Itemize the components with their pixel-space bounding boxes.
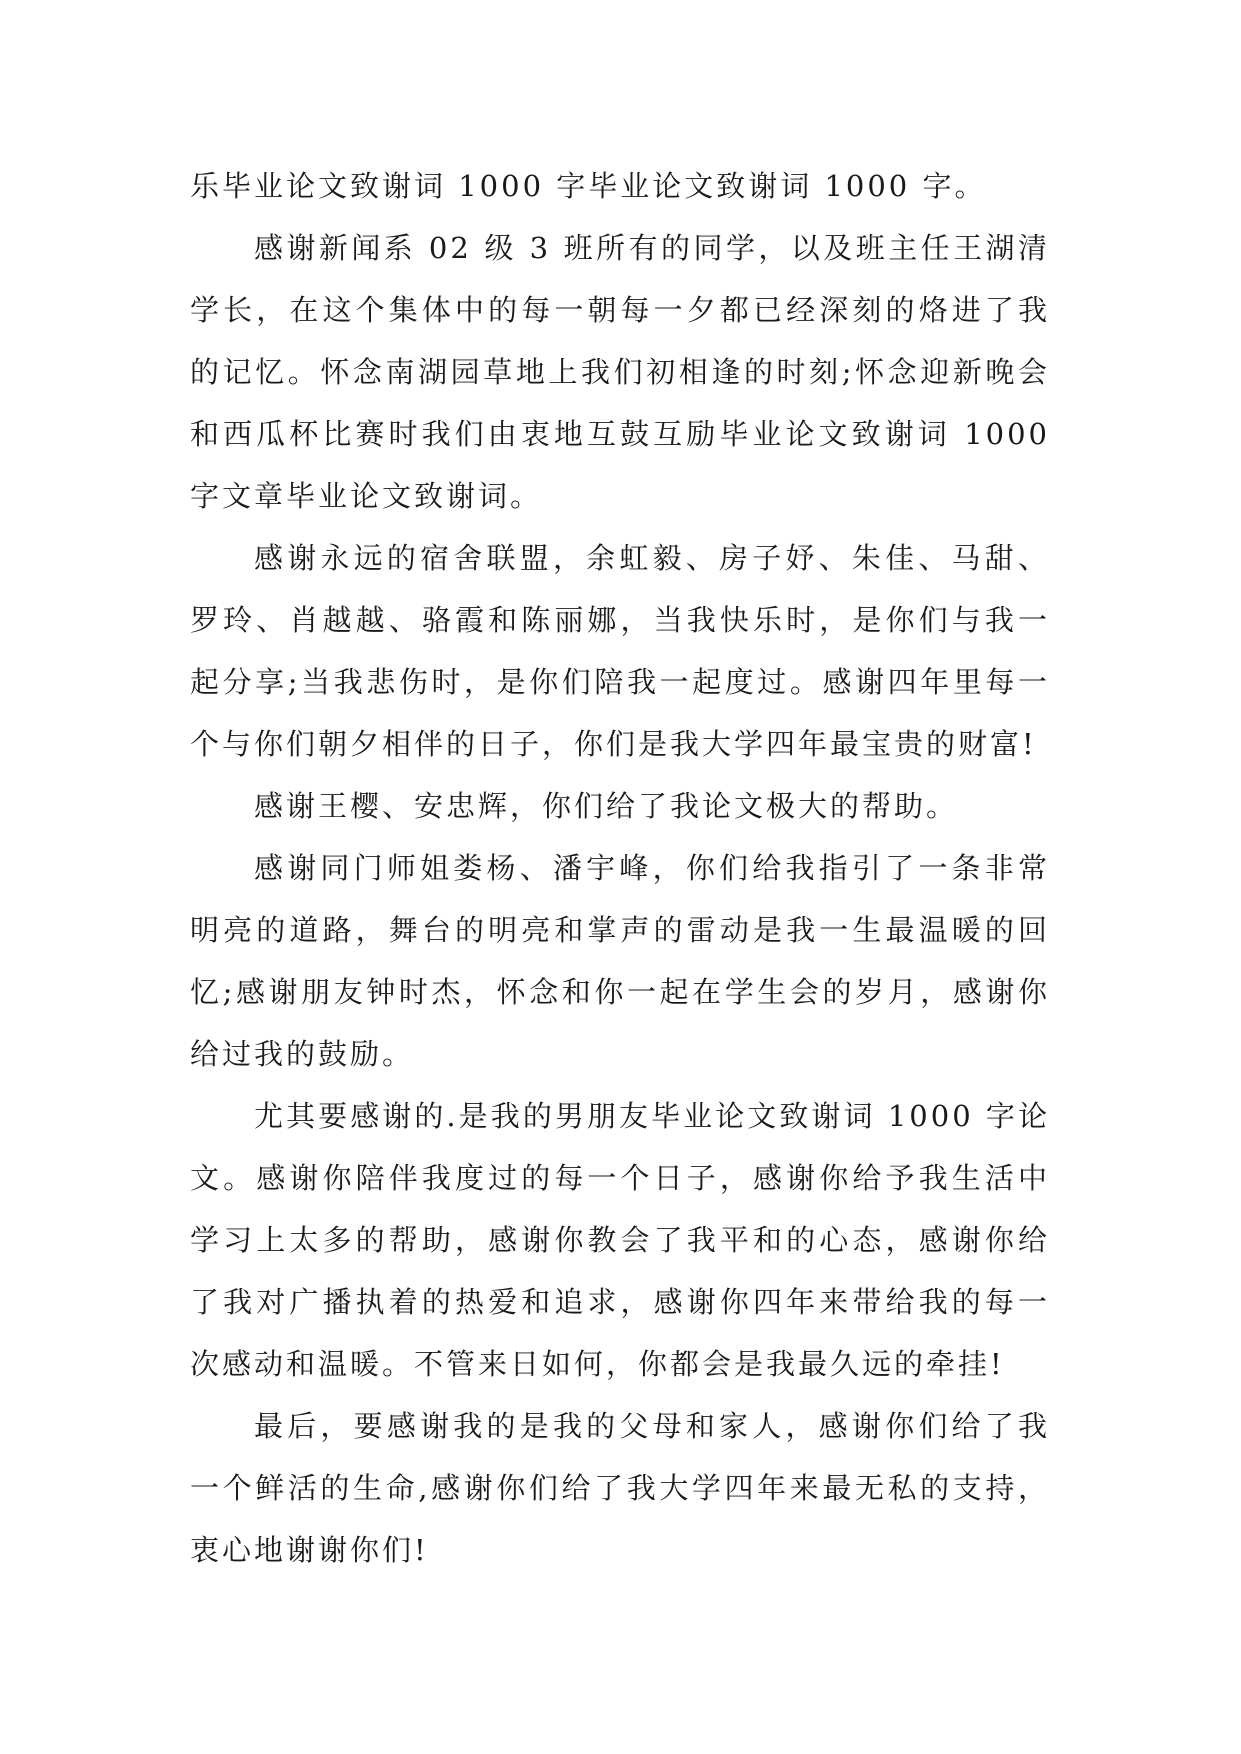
paragraph-7: 最后，要感谢我的是我的父母和家人，感谢你们给了我一个鲜活的生命,感谢你们给了我大学四年来最无私的支持，衷心地谢谢你们! xyxy=(190,1409,1050,1567)
paragraph-5: 感谢同门师姐娄杨、潘宇峰，你们给我指引了一条非常明亮的道路，舞台的明亮和掌声的雷动是我一生最温暖的回忆;感谢朋友钟时杰，怀念和你一起在学生会的岁月，感谢你给过我的鼓励。 xyxy=(190,851,1050,1071)
paragraph-6: 尤其要感谢的.是我的男朋友毕业论文致谢词 1000 字论文。感谢你陪伴我度过的每一个日子，感谢你给予我生活中学习上太多的帮助，感谢你教会了我平和的心态，感谢你给了我对广播执着的热爱和追求，感谢你四年来带给我的每一次感动和温暖。不管来日如何，你都会是我最久远的牵挂! xyxy=(190,1099,1050,1381)
paragraph-4: 感谢王樱、安忠辉，你们给了我论文极大的帮助。 xyxy=(254,789,959,823)
paragraph-3: 感谢永远的宿舍联盟，余虹毅、房子妤、朱佳、马甜、罗玲、肖越越、骆霞和陈丽娜，当我快乐时，是你们与我一起分享;当我悲伤时，是你们陪我一起度过。感谢四年里每一个与你们朝夕相伴的日子，你们是我大学四年最宝贵的财富! xyxy=(190,541,1050,761)
paragraph-2: 感谢新闻系 02 级 3 班所有的同学，以及班主任王湖清学长，在这个集体中的每一朝每一夕都已经深刻的烙进了我的记忆。怀念南湖园草地上我们初相逢的时刻;怀念迎新晚会和西瓜杯比赛时我们由衷地互鼓互励毕业论文致谢词 1000 字文章毕业论文致谢词。 xyxy=(190,231,1050,513)
document-body xyxy=(190,155,1050,1581)
paragraph-1: 乐毕业论文致谢词 1000 字毕业论文致谢词 1000 字。 xyxy=(190,169,987,203)
